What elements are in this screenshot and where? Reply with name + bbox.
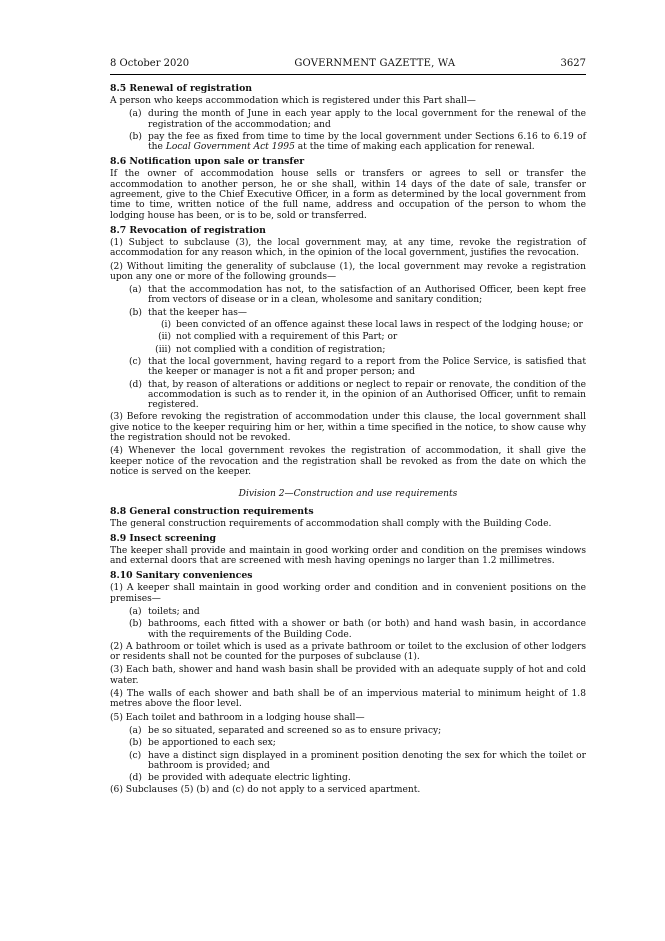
item-text: be so situated, separated and screened so as to ensure privacy; — [148, 725, 442, 736]
item-label: (d) — [129, 773, 142, 784]
section-8-8-text: The general construction requirements of accommodation shall comply with the Building Code. — [110, 518, 552, 529]
item-text — [148, 132, 586, 153]
sub-item-label: (ii) — [158, 332, 171, 343]
item-label: (b) — [129, 131, 142, 142]
item-label: (b) — [129, 619, 142, 630]
page-header — [110, 58, 586, 75]
section-8-7-para-3: (3) Before revoking the registration of accommodation under this clause, the local government shall give notice to the keeper requiring him or her, within a time specified in the notice, to show cause why the registration should not be revoked. — [110, 412, 586, 444]
section-8-10-para-4: (4) The walls of each shower and bath shall be of an impervious material to minimum height of 1.8 metres above the floor level. — [110, 689, 586, 710]
section-8-10-para-2: (2) A bathroom or toilet which is used as a private bathroom or toilet to the exclusion of other lodgers or residents shall not be counted for the purposes of subclause (1). — [110, 641, 586, 663]
sub-list-item — [110, 345, 586, 355]
item-text: have a distinct sign displayed in a prominent position denoting the sex for which the toilet or bathroom is provided; and — [148, 750, 586, 771]
item-text: that the accommodation has not, to the satisfaction of an Authorised Officer, been kept free from vectors of disease or in a clean, wholesome and sanitary condition; — [148, 285, 586, 306]
section-8-10-para-6: (6) Subclauses (5) (b) and (c) do not apply to a serviced apartment. — [110, 785, 421, 796]
item-label: (c) — [129, 750, 142, 761]
item-label: (a) — [129, 725, 142, 736]
list-item — [110, 607, 586, 617]
item-label: (d) — [129, 379, 142, 390]
section-8-7-para-4: (4) Whenever the local government revokes the registration of accommodation, it shall give the keeper notice of the revocation and the registration shall be revoked as from the date on which the notice is served on the keeper. — [110, 446, 586, 477]
sub-item-label: (i) — [160, 320, 171, 331]
list-item — [110, 132, 586, 153]
list-item — [110, 285, 586, 306]
item-text: be provided with adequate electric lighting. — [148, 773, 351, 784]
section-8-10-para-3: (3) Each bath, shower and hand wash basin shall be provided with an adequate supply of hot and cold water. — [110, 665, 586, 686]
list-item — [110, 109, 586, 130]
section-8-7-para-2: (2) Without limiting the generality of subclause (1), the local government may revoke a registration upon any one or more of the following grounds— — [110, 261, 586, 282]
header-page-number: 3627 — [560, 58, 586, 69]
section-8-10-para-1: (1) A keeper shall maintain in good working order and condition and in convenient positions on the premises— — [110, 583, 586, 604]
section-8-7-para-1: (1) Subject to subclause (3), the local government may, at any time, revoke the registration of accommodation for any reason which, in the opinion of the local government, justifies the revocation. — [110, 237, 586, 259]
item-text-part: at the time of making each application for renewal. — [297, 142, 535, 153]
section-heading-8-10: 8.10 Sanitary conveniences — [110, 570, 253, 582]
sub-list-item — [110, 332, 586, 342]
item-text: bathrooms, each fitted with a shower or bath (or both) and hand wash basin, in accordance with the requirements of the Building Code. — [148, 619, 586, 640]
item-label: (b) — [129, 738, 142, 749]
item-text-part: pay the fee as fixed from time to time by the local government under Sections 6.16 to 6.19 of the — [148, 131, 586, 153]
item-text: during the month of June in each year apply to the local government for the renewal of the registration of the accommodation; and — [148, 109, 586, 130]
header-publication: GOVERNMENT GAZETTE, WA — [294, 58, 456, 69]
section-8-10-para-5: (5) Each toilet and bathroom in a lodging house shall— — [110, 712, 365, 723]
item-text: toilets; and — [148, 606, 200, 617]
sub-item-text: been convicted of an offence against these local laws in respect of the lodging house; or — [176, 320, 583, 331]
item-label: (a) — [129, 606, 142, 617]
sub-item-label: (iii) — [155, 344, 171, 355]
item-text: that, by reason of alterations or additions or neglect to repair or renovate, the condition of the accommodation is such as to render it, in the opinion of an Authorised Officer, unfit to remain registered. — [148, 379, 586, 411]
list-item — [110, 738, 586, 748]
sub-list-item — [110, 320, 586, 330]
sub-item-text: not complied with a condition of registration; — [176, 344, 386, 355]
item-label: (a) — [129, 285, 142, 296]
section-8-9-text: The keeper shall provide and maintain in good working order and condition on the premises windows and external doors that are screened with mesh having openings no larger than 1.2 millimetres. — [110, 545, 586, 567]
list-item — [110, 619, 586, 640]
section-heading-8-5: 8.5 Renewal of registration — [110, 83, 253, 94]
item-label: (c) — [129, 356, 142, 367]
header-date: 8 October 2020 — [110, 58, 190, 69]
item-label: (a) — [129, 109, 142, 120]
division-heading: Division 2—Construction and use requirements — [238, 489, 458, 500]
section-heading-8-9: 8.9 Insect screening — [110, 532, 217, 544]
section-heading-8-7: 8.7 Revocation of registration — [110, 224, 266, 236]
act-title: Local Government Act 1995 — [165, 142, 295, 153]
list-item — [110, 308, 586, 318]
section-heading-8-8: 8.8 General construction requirements — [110, 505, 314, 517]
list-item — [110, 773, 586, 783]
list-item — [110, 751, 586, 772]
list-item — [110, 357, 586, 378]
sub-item-text: not complied with a requirement of this Part; or — [176, 332, 398, 343]
item-label: (b) — [129, 307, 142, 318]
section-heading-8-6: 8.6 Notification upon sale or transfer — [110, 156, 305, 168]
item-text: that the local government, having regard to a report from the Police Service, is satisfied that the keeper or manager is not a fit and proper person; and — [148, 356, 586, 378]
item-text: be apportioned to each sex; — [148, 738, 276, 749]
gazette-page — [110, 58, 586, 799]
section-8-5-intro: A person who keeps accommodation which is registered under this Part shall— — [110, 96, 476, 106]
item-text: that the keeper has— — [148, 307, 248, 318]
list-item — [110, 380, 586, 411]
list-item — [110, 726, 586, 736]
section-8-6-text: If the owner of accommodation house sells or transfers or agrees to sell or transfer the accommodation to another person, he or she shall, within 14 days of the date of sale, transfer or agreement, give to the Chief Executive Officer, in a form as determined by the local government from time to time, written notice of the full name, address and occupation of the person to whom the lodging house has been, or is to be, sold or transferred. — [110, 169, 586, 221]
